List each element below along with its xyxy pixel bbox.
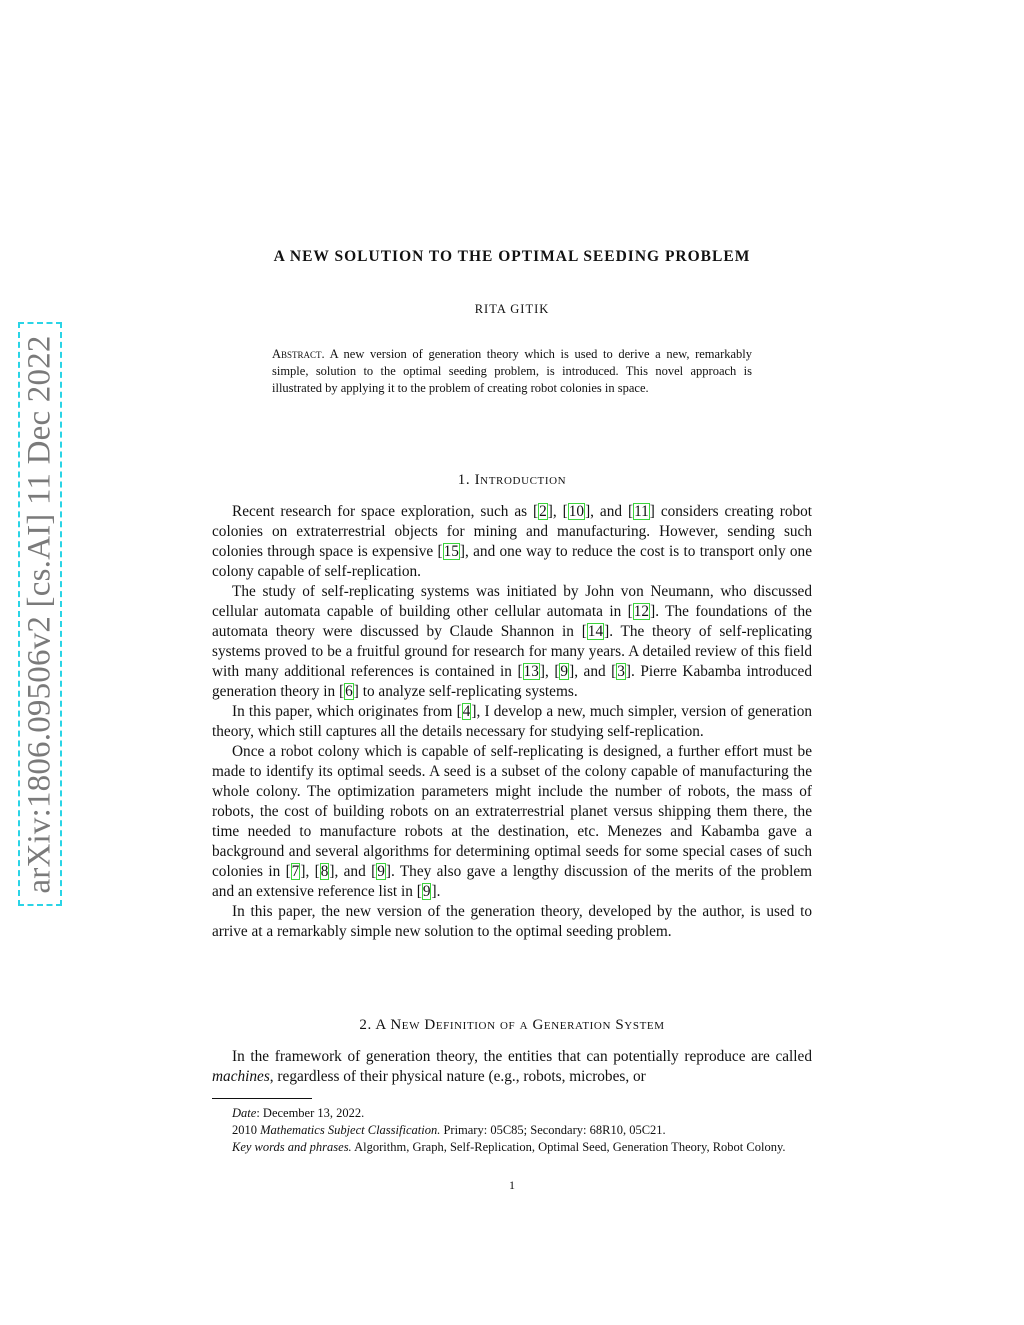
citation-link[interactable]: 9 <box>377 863 385 880</box>
paragraph: Recent research for space exploration, such as [2], [10], and [11] considers creating robot colonies on extraterrestrial objects for mining and manufacturing. However, sending such colonies through space is expensive [15], and one way to reduce the cost is to transport only one colony capable of self-replication. <box>212 503 813 580</box>
footnote-keywords: Key words and phrases. Algorithm, Graph, Self-Replication, Optimal Seed, Generation Theory, Robot Colony. <box>232 1140 786 1154</box>
footnote-msc: 2010 Mathematics Subject Classification. Primary: 05C85; Secondary: 68R10, 05C21. <box>232 1123 666 1137</box>
paragraph: In this paper, which originates from [4], I develop a new, much simpler, version of generation theory, which still captures all the details necessary for studying self-replication. <box>212 703 812 740</box>
arxiv-stamp[interactable] <box>18 322 62 906</box>
footnotes <box>212 1105 812 1156</box>
arxiv-id: arXiv:1806.09506v2 [cs.AI] 11 Dec 2022 <box>21 334 58 894</box>
citation-link[interactable]: 13 <box>523 663 539 680</box>
emphasis-machines: machines <box>212 1068 270 1085</box>
section-1-title: 1. Introduction <box>457 472 567 488</box>
citation-link[interactable]: 3 <box>617 663 625 680</box>
citation-link[interactable]: 15 <box>443 543 459 560</box>
abstract <box>272 346 752 397</box>
footnote-date: Date: December 13, 2022. <box>232 1106 365 1120</box>
citation-link[interactable]: 14 <box>587 623 604 640</box>
section-2-title: 2. A New Definition of a Generation System <box>359 1017 665 1033</box>
abstract-label: Abstract. <box>272 347 325 361</box>
author-name: RITA GITIK <box>474 302 550 316</box>
abstract-text: A new version of generation theory which is used to derive a new, remarkably simple, solution to the optimal seeding problem, is introduced. This novel approach is illustrated by applying it to the problem of creating robot colonies in space. <box>272 347 753 395</box>
paragraph: In this paper, the new version of the generation theory, developed by the author, is used to arrive at a remarkably simple new solution to the optimal seeding problem. <box>212 903 812 940</box>
paragraph: The study of self-replicating systems was initiated by John von Neumann, who discussed cellular automata capable of building other cellular automata in [12]. The foundations of the automata theory were discussed by Claude Shannon in [14]. The theory of self-replicating systems proved to be a fruitful ground for research for many years. A detailed review of this field with many additional references is contained in [13], [9], and [3]. Pierre Kabamba introduced generation theory in [6] to analyze self-replicating systems. <box>212 583 812 700</box>
citation-link[interactable]: 11 <box>634 503 649 520</box>
citation-link[interactable]: 7 <box>291 863 300 880</box>
citation-link[interactable]: 9 <box>422 883 431 900</box>
citation-link[interactable]: 4 <box>462 703 471 720</box>
citation-link[interactable]: 10 <box>568 503 585 520</box>
section-2-body <box>212 1047 812 1087</box>
citation-link[interactable]: 12 <box>633 603 650 620</box>
citation-link[interactable]: 9 <box>560 663 569 680</box>
citation-link[interactable]: 6 <box>345 683 353 700</box>
citation-link[interactable]: 8 <box>320 863 329 880</box>
paragraph: In the framework of generation theory, the entities that can potentially reproduce are called machines, regardless of their physical nature (e.g., robots, microbes, or <box>212 1048 812 1085</box>
paper-title: A NEW SOLUTION TO THE OPTIMAL SEEDING PROBLEM <box>273 248 751 265</box>
introduction-body <box>212 502 812 942</box>
footnote-rule <box>212 1098 312 1099</box>
page-number: 1 <box>509 1178 515 1192</box>
citation-link[interactable]: 2 <box>539 503 547 520</box>
paragraph: Once a robot colony which is capable of self-replicating is designed, a further effort must be made to identify its optimal seeds. A seed is a subset of the colony capable of manufacturing the whole colony. The optimization parameters might include the number of robots, the mass of robots, the cost of building robots on an extraterrestrial planet versus shipping them there, the time needed to manufacture robots at the destination, etc. Menezes and Kabamba gave a background and several algorithms for determining optimal seeds for some special cases of such colonies in [7], [8], and [9]. They also gave a lengthy discussion of the merits of the problem and an extensive reference list in [9]. <box>212 743 813 900</box>
